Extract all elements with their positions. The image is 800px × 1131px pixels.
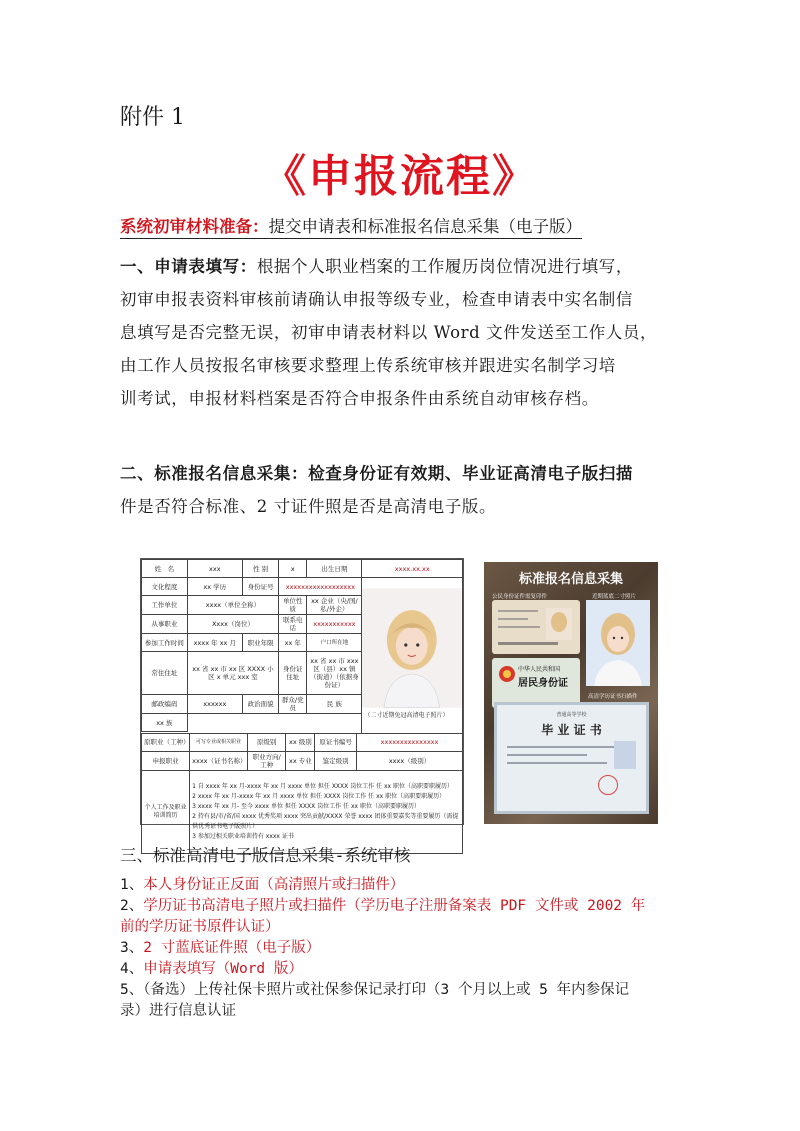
photo-cell: [362, 578, 463, 734]
form-cell: 出生日期: [307, 560, 362, 578]
section-1-heading: 一、申请表填写：: [120, 257, 257, 276]
form-cell: xxxx（证书名称）: [190, 751, 248, 770]
history-line: 3 xxxx 年 xx 月- 至今 xxxx 单位 担任 XXXX 岗位工作 任 xx 职位（高职要职履历）: [192, 802, 420, 810]
form-cell: 单位性质: [279, 596, 307, 615]
id-card-front-image: [492, 600, 580, 654]
form-cell: xxxx 年 xx 月: [187, 634, 242, 652]
form-cell: xxxxxxxxxxxxxxxxxx: [279, 578, 362, 596]
form-cell: 职业方向/工种: [247, 751, 286, 770]
list-item-continuation: 录）进行信息认证: [120, 1003, 236, 1019]
form-cell: xx 学历: [187, 578, 242, 596]
form-cell: xx 族: [142, 714, 188, 732]
page-title: 《申报流程》: [262, 151, 538, 202]
form-cell: xx 年: [279, 634, 307, 652]
form-cell: 政治面貌: [242, 695, 278, 714]
form-cell: xxxxxxxxxxxxxxx: [357, 733, 463, 751]
diploma-image: [494, 702, 649, 814]
id-back-subtitle: 居民身份证: [518, 678, 568, 689]
form-cell: 姓 名: [142, 560, 188, 578]
photo-caption: （二寸近期免冠高清电子照片）: [364, 712, 449, 720]
form-cell: 文化程度: [142, 578, 188, 596]
section-1: [120, 250, 700, 415]
form-cell: 参加工作时间: [142, 634, 188, 652]
blue-background-photo: [586, 600, 650, 686]
form-cell: 原证书编号: [315, 733, 357, 751]
form-cell: 民 族: [307, 695, 362, 714]
list-item: 3、2 寸蓝底证件照（电子版）: [120, 940, 321, 956]
id-back-title: 中华人民共和国: [518, 666, 561, 673]
subtitle: [120, 213, 582, 239]
info-collection-card: [484, 562, 658, 824]
form-cell: 职业年限: [242, 634, 278, 652]
form-cell: xxxxxxxxxxx: [307, 615, 362, 634]
sample-application-form: [140, 558, 464, 840]
form-history: [190, 770, 463, 853]
attachment-label: 附件 1: [120, 105, 185, 130]
form-cell: xxxx（级别）: [357, 751, 463, 770]
form-cell: 个人工作及职业培训简历: [142, 770, 190, 853]
subtitle-text: 提交申请表和标准报名信息采集（电子版）: [268, 217, 582, 236]
form-cell: 群众/党员: [279, 695, 307, 714]
history-line: 2 xxxx 年 xx 月-xxxx 年 xx 月 xxxx 单位 担任 XXXX 岗位工作 任 xx 职位（高职要职履历）: [192, 792, 446, 800]
list-item: 5、（备选）上传社保卡照片或社保参保记录打印（3 个月以上或 5 年内参保记: [120, 982, 630, 998]
section-1-line: 根据个人职业档案的工作履历岗位情况进行填写，: [256, 257, 634, 276]
form-cell: xx 企业（央/国/私/外企）: [307, 596, 362, 615]
section-3-heading: 三、标准高清电子版信息采集-系统审核: [120, 846, 411, 865]
form-cell: 常住住址: [142, 652, 188, 695]
list-item: 1、本人身份证正反面（高清照片或扫描件）: [120, 877, 405, 893]
form-cell: 工作单位: [142, 596, 188, 615]
diploma-header: 普通高等学校: [556, 712, 587, 718]
form-cell: 从事职业: [142, 615, 188, 634]
form-cell: 身份证号: [242, 578, 278, 596]
list-item: 4、申请表填写（Word 版）: [120, 961, 303, 977]
section-2-heading: 二、标准报名信息采集：: [120, 464, 309, 483]
section-2-line: 件是否符合标准、2 寸证件照是否是高清电子版。: [120, 497, 497, 516]
form-cell: 联系电话: [279, 615, 307, 634]
section-2: [120, 457, 700, 523]
section-1-line: 息填写是否完整无误，初审申请表材料以 Word 文件发送至工作人员，: [120, 323, 658, 342]
section-1-line: 训考试，申报材料档案是否符合申报条件由系统自动审核存档。: [120, 389, 599, 408]
subtitle-label: 系统初审材料准备：: [120, 217, 269, 236]
list-item-continuation: 前的学历证书原件认证）: [120, 919, 280, 935]
diploma-title: 毕 业 证 书: [541, 723, 602, 737]
form-cell: 性 别: [242, 560, 278, 578]
form-cell: 邮政编码: [142, 695, 188, 714]
form-cell: Xxxx（岗位）: [187, 615, 279, 634]
section-2-line: 检查身份证有效期、毕业证高清电子版扫描: [308, 464, 634, 483]
section-1-line: 初审申报表资料审核前请确认申报等级专业，检查申请表中实名制信: [120, 290, 633, 309]
form-cell: xxxx.xx.xx: [362, 560, 463, 578]
form-cell: 原职业（工种）: [142, 733, 190, 751]
history-line: 1 自 xxxx 年 xx 月-xxxx 年 xx 月 xxxx 单位 担任 XXXX 岗位工作 任 xx 职位（高职要职履历）: [192, 782, 453, 790]
history-line: 2 持有县/市/省/国 xxxx 优秀奖项 xxxx 突出贡献/XXXX 荣誉 xxxx 团体重要嘉奖等重要履历（需提供优秀证书电子版照片）: [192, 812, 459, 830]
requirement-list: [120, 875, 690, 1022]
form-cell: xxx: [187, 560, 242, 578]
seal-icon: [598, 775, 618, 795]
form-cell: x: [279, 560, 307, 578]
form-cell: 户口所在地: [307, 634, 362, 652]
form-cell: xx 专业: [286, 751, 315, 770]
portrait-photo: [362, 588, 462, 708]
form-cell: 鉴定级别: [315, 751, 357, 770]
form-cell: xx 级别: [286, 733, 315, 751]
id-label: 公民身份证件需复印件: [492, 594, 548, 600]
diploma-side-label: 高清学历证书扫描件: [588, 694, 638, 700]
form-cell: 身份证住址: [279, 652, 307, 695]
form-cell: 申报职业: [142, 751, 190, 770]
list-item: 2、学历证书高清电子照片或扫描件（学历电子注册备案表 PDF 文件或 2002 年: [120, 898, 646, 914]
form-cell: 原级别: [247, 733, 286, 751]
form-cell: xxxx（单位全称）: [187, 596, 279, 615]
form-cell: xxxxxx: [187, 695, 242, 714]
form-cell: 可写专业或相关职业: [190, 733, 248, 751]
section-1-line: 由工作人员按报名审核要求整理上传系统审核并跟进实名制学习培: [120, 356, 616, 375]
photo-label: 近期蓝底二寸照片: [592, 594, 637, 600]
history-line: 3 参加过相关职业培训持有 xxxx 证书: [192, 832, 294, 840]
form-cell: xx 省 xx 市 xxx 区（县）xx 镇（街道）（依据身份证）: [307, 652, 362, 695]
card-title: 标准报名信息采集: [518, 572, 623, 587]
form-cell: xx 省 xx 市 xx 区 XXXX 小区 x 单元 xxx 室: [187, 652, 279, 695]
diploma-photo: [614, 741, 636, 769]
